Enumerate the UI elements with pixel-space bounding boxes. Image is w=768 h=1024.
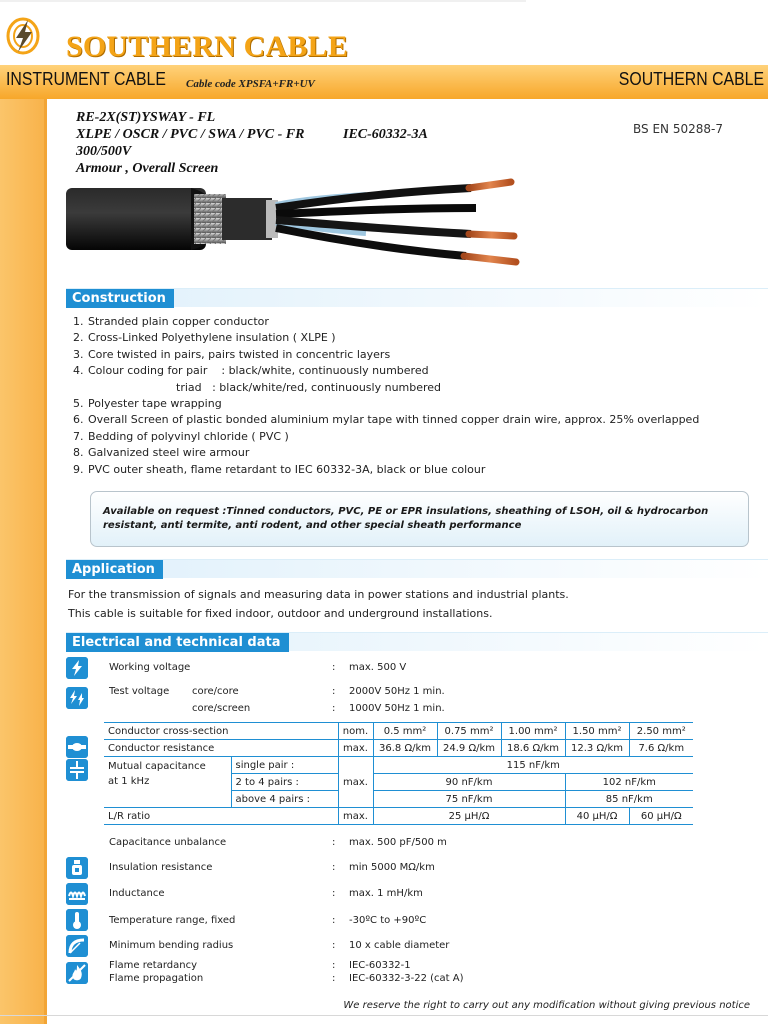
colon: :	[332, 888, 336, 899]
cross-section-label: Conductor cross-section	[104, 723, 338, 740]
capacitance-sub: 2 to 4 pairs :	[231, 774, 338, 791]
flame-retardancy-label: Flame retardancy	[109, 960, 197, 971]
table-cell: 90 nF/km	[373, 774, 565, 791]
inductance-icon	[66, 883, 88, 905]
cable-code: Cable code XPSFA+FR+UV	[186, 78, 315, 90]
colon: :	[332, 703, 336, 714]
bending-radius-value: 10 x cable diameter	[349, 940, 450, 951]
construction-item: 4. Colour coding for pair : black/white, continuously numbered	[73, 364, 429, 378]
colon: :	[332, 686, 336, 697]
construction-section-header	[66, 288, 768, 307]
construction-item: 3. Core twisted in pairs, pairs twisted in concentric layers	[73, 347, 391, 361]
colon: :	[332, 940, 336, 951]
test-voltage-label: Test voltage	[109, 686, 170, 697]
inductance-label: Inductance	[109, 888, 165, 899]
colon: :	[332, 862, 336, 873]
test-voltage-core-screen-value: 1000V 50Hz 1 min.	[349, 703, 445, 714]
temperature-range-label: Temperature range, fixed	[109, 915, 236, 926]
table-row	[104, 757, 693, 774]
availability-notice	[90, 491, 749, 547]
table-cell: 102 nF/km	[565, 774, 693, 791]
flame-retardancy-value: IEC-60332-1	[349, 960, 411, 971]
construction-list	[70, 314, 700, 478]
construction-item: 1. Stranded plain copper conductor	[73, 315, 269, 328]
bending-radius-label: Minimum bending radius	[109, 940, 234, 951]
insulation-resistance-value: min 5000 MΩ/km	[349, 862, 435, 873]
colon: :	[332, 915, 336, 926]
colon: :	[332, 662, 336, 673]
electrical-section-header	[66, 632, 768, 651]
inductance-value: max. 1 mH/km	[349, 888, 423, 899]
capacitance-unbalance-value: max. 500 pF/500 m	[349, 837, 447, 848]
table-cell: 36.8 Ω/km	[373, 740, 437, 757]
logo-icon	[4, 14, 44, 58]
colon: :	[332, 973, 336, 984]
brand-name: SOUTHERN CABLE	[66, 30, 349, 63]
test-voltage-sub-core-core: core/core	[192, 686, 239, 697]
spec-construction-code: XLPE / OSCR / PVC / SWA / PVC - FR	[76, 127, 305, 142]
flame-propagation-label: Flame propagation	[109, 973, 204, 984]
side-stripe-edge	[44, 99, 47, 1024]
temperature-range-value: -30ºC to +90ºC	[349, 915, 427, 926]
construction-item: triad : black/white/red, continuously numbered	[176, 380, 442, 394]
working-voltage-value: max. 500 V	[349, 662, 407, 673]
side-stripe	[0, 99, 46, 1024]
spec-fire-standard: IEC-60332-3A	[343, 127, 428, 142]
table-cell: 24.9 Ω/km	[437, 740, 501, 757]
application-line-2: This cable is suitable for fixed indoor, outdoor and underground installations.	[68, 607, 493, 620]
construction-item: 5. Polyester tape wrapping	[73, 397, 222, 411]
lr-ratio-qual: max.	[338, 808, 373, 825]
footer-disclaimer: We reserve the right to carry out any modification without giving previous notice	[343, 1000, 750, 1011]
spec-type: Armour , Overall Screen	[76, 161, 219, 176]
application-line-1: For the transmission of signals and measuring data in power stations and industrial plants.	[68, 588, 569, 601]
table-cell: 1.00 mm²	[501, 723, 565, 740]
resistance-label: Conductor resistance	[104, 740, 338, 757]
table-row	[104, 740, 693, 757]
construction-item: 9. PVC outer sheath, flame retardant to IEC 60332-3A, black or blue colour	[73, 462, 486, 476]
conductor-icon	[66, 736, 88, 758]
capacitance-sub: single pair :	[231, 757, 338, 774]
thermometer-icon	[66, 909, 88, 931]
table-cell: 18.6 Ω/km	[501, 740, 565, 757]
electrical-table	[104, 722, 693, 825]
cross-section-qual: nom.	[338, 723, 373, 740]
svg-text:2: 2	[484, 194, 489, 202]
table-cell: 2.50 mm²	[629, 723, 693, 740]
construction-title: Construction	[66, 289, 174, 308]
construction-item: 8. Galvanized steel wire armour	[73, 446, 250, 460]
test-voltage-icon	[66, 687, 88, 709]
title-banner	[0, 65, 768, 99]
table-cell: 1.50 mm²	[565, 723, 629, 740]
lightning-icon	[66, 657, 88, 679]
test-voltage-sub-core-screen: core/screen	[192, 703, 251, 714]
electrical-title: Electrical and technical data	[66, 633, 289, 652]
table-cell: 85 nF/km	[565, 791, 693, 808]
capacitance-qual: max.	[338, 757, 373, 808]
standard-label: BS EN 50288-7	[633, 122, 723, 136]
spec-designation: RE-2X(ST)YSWAY - FL	[76, 110, 216, 125]
bottom-rule	[0, 1015, 768, 1016]
product-category: INSTRUMENT CABLE	[6, 69, 166, 89]
capacitance-sub: above 4 pairs :	[231, 791, 338, 808]
application-title: Application	[66, 560, 163, 579]
capacitance-label-line-1: Mutual capacitance	[108, 761, 206, 772]
table-row	[104, 808, 693, 825]
capacitance-label-line-2: at 1 kHz	[108, 776, 150, 787]
table-cell: 0.75 mm²	[437, 723, 501, 740]
capacitance-label	[104, 757, 231, 808]
lr-ratio-label: L/R ratio	[104, 808, 338, 825]
table-cell: 115 nF/km	[373, 757, 693, 774]
cable-illustration	[66, 178, 526, 278]
capacitor-icon	[66, 759, 88, 781]
test-voltage-core-core-value: 2000V 50Hz 1 min.	[349, 686, 445, 697]
table-cell: 40 μH/Ω	[565, 808, 629, 825]
brand-label-right: SOUTHERN CABLE	[618, 69, 764, 89]
insulation-icon	[66, 857, 88, 879]
top-rule	[0, 0, 526, 2]
application-section-header	[66, 559, 768, 578]
spec-voltage: 300/500V	[76, 144, 132, 159]
capacitance-unbalance-label: Capacitance unbalance	[109, 837, 227, 848]
working-voltage-label: Working voltage	[109, 662, 191, 673]
insulation-resistance-label: Insulation resistance	[109, 862, 213, 873]
colon: :	[332, 837, 336, 848]
table-cell: 0.5 mm²	[373, 723, 437, 740]
table-cell: 75 nF/km	[373, 791, 565, 808]
table-cell: 60 μH/Ω	[629, 808, 693, 825]
construction-item: 7. Bedding of polyvinyl chloride ( PVC )	[73, 429, 289, 443]
svg-text:1: 1	[470, 243, 475, 251]
table-row	[104, 723, 693, 740]
table-cell: 25 μH/Ω	[373, 808, 565, 825]
notice-text: Available on request :Tinned conductors, PVC, PE or EPR insulations, sheathing of LSOH, oil & hydrocarbon resistant, anti termite, anti rodent, and other special sheath performance	[103, 506, 709, 531]
construction-item: 2. Cross-Linked Polyethylene insulation ( XLPE )	[73, 331, 336, 345]
flame-propagation-value: IEC-60332-3-22 (cat A)	[349, 973, 464, 984]
bending-radius-icon	[66, 935, 88, 957]
resistance-qual: max.	[338, 740, 373, 757]
construction-item: 6. Overall Screen of plastic bonded aluminium mylar tape with tinned copper drain wire, approx. 25% overlapped	[73, 413, 700, 427]
table-cell: 12.3 Ω/km	[565, 740, 629, 757]
colon: :	[332, 960, 336, 971]
flame-icon	[66, 962, 88, 984]
table-cell: 7.6 Ω/km	[629, 740, 693, 757]
